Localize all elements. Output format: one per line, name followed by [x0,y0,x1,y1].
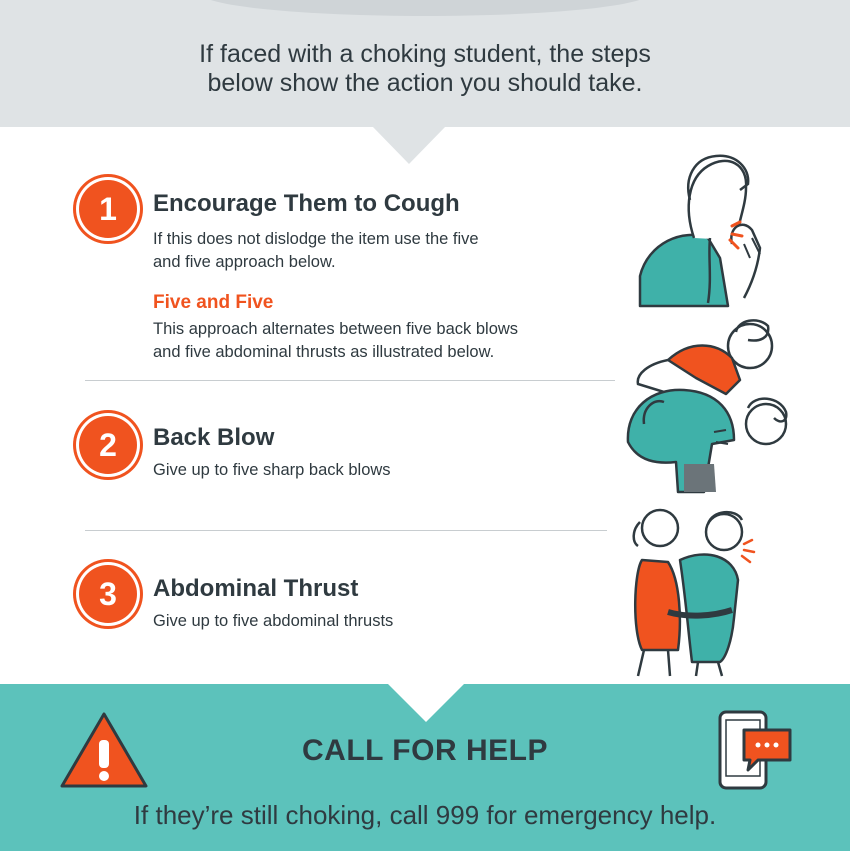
call-for-help-title: CALL FOR HELP [302,734,548,767]
step-description-line-2: and five approach below. [153,253,336,271]
step-title: Encourage Them to Cough [153,190,460,217]
step-divider [85,530,607,531]
step-subtitle: Five and Five [153,292,274,313]
step-divider [85,380,615,381]
step-title: Back Blow [153,424,275,451]
abdominal-thrust-illustration [622,500,762,678]
intro-arc-decoration [200,0,650,16]
step-title: Abdominal Thrust [153,575,359,602]
back-blow-illustration [608,312,798,494]
step-subdescription-line-2: and five abdominal thrusts as illustrated below. [153,343,495,361]
call-for-help-pointer [388,684,464,722]
coughing-person-illustration [628,148,788,313]
step-subdescription [153,318,573,364]
intro-banner [0,0,850,127]
step-number-badge: 2 [79,416,137,474]
step-subdescription-line-1: This approach alternates between five back blows [153,320,519,338]
step-description [153,228,573,274]
step-description: Give up to five sharp back blows [153,461,391,479]
intro-line-2: below show the action you should take. [207,69,643,97]
step-number-badge: 1 [79,180,137,238]
step-description-line-1: If this does not dislodge the item use the five [153,230,479,248]
intro-pointer [372,126,446,164]
call-for-help-description: If they’re still choking, call 999 for emergency help. [133,800,717,830]
step-description: Give up to five abdominal thrusts [153,612,394,630]
intro-line-1: If faced with a choking student, the steps [199,40,651,68]
intro-text [0,40,850,98]
step-number-badge: 3 [79,565,137,623]
